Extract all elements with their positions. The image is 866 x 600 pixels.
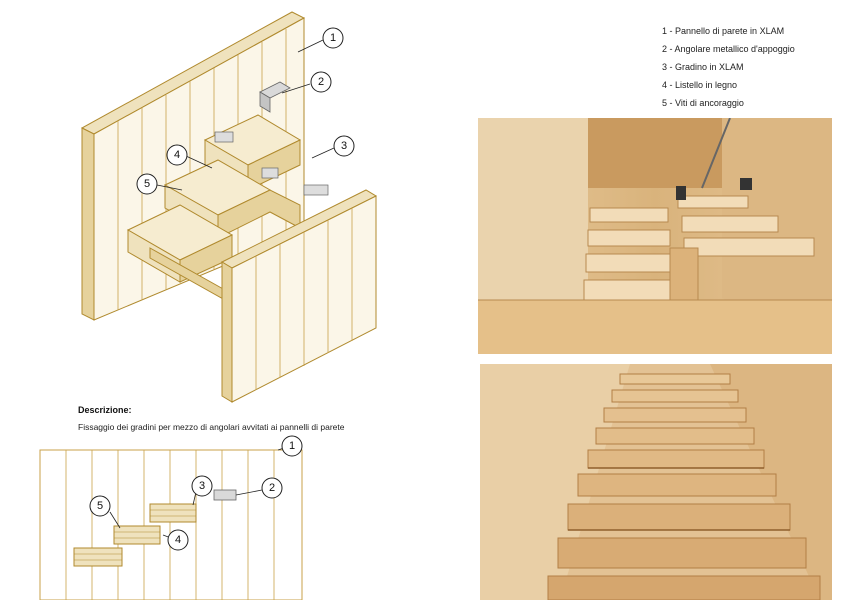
- section-callout-1: [282, 436, 302, 456]
- photo-stair-from-below: [480, 364, 832, 600]
- svg-text:4: 4: [173, 149, 181, 161]
- svg-text:4: 4: [174, 534, 182, 546]
- svg-text:1: 1: [329, 32, 337, 44]
- svg-text:2: 2: [268, 482, 276, 494]
- callout-5: [137, 174, 157, 194]
- section-stair-drawing: [38, 440, 308, 600]
- legend-item-5: 5 - Viti di ancoraggio: [662, 98, 744, 108]
- svg-text:2: 2: [317, 76, 325, 88]
- svg-text:3: 3: [198, 480, 206, 492]
- legend-item-4: 4 - Listello in legno: [662, 80, 738, 90]
- callout-3: [334, 136, 354, 156]
- svg-text:3: 3: [340, 140, 348, 152]
- description-text: Fissaggio dei gradini per mezzo di angolari avvitati ai pannelli di parete: [78, 422, 345, 432]
- section-callout-2: [262, 478, 282, 498]
- photo-stair-from-above: [478, 118, 832, 354]
- legend-item-1: 1 - Pannello di parete in XLAM: [662, 26, 785, 36]
- section-callout-3: [192, 476, 212, 496]
- legend-item-2: 2 - Angolare metallico d'appoggio: [662, 44, 795, 54]
- section-step-1: [74, 548, 122, 566]
- legend-item-3: 3 - Gradino in XLAM: [662, 62, 744, 72]
- section-bracket: [214, 490, 236, 500]
- description-title: Descrizione:: [78, 405, 132, 415]
- svg-text:5: 5: [96, 500, 104, 512]
- legend: [662, 22, 795, 112]
- callout-4: [167, 145, 187, 165]
- svg-text:1: 1: [288, 440, 296, 452]
- isometric-stair-drawing: [0, 0, 470, 400]
- section-callout-4: [168, 530, 188, 550]
- section-callout-5: [90, 496, 110, 516]
- callout-2: [311, 72, 331, 92]
- callout-1: [323, 28, 343, 48]
- section-step-3: [150, 504, 196, 522]
- section-step-2: [114, 526, 160, 544]
- svg-text:5: 5: [143, 178, 151, 190]
